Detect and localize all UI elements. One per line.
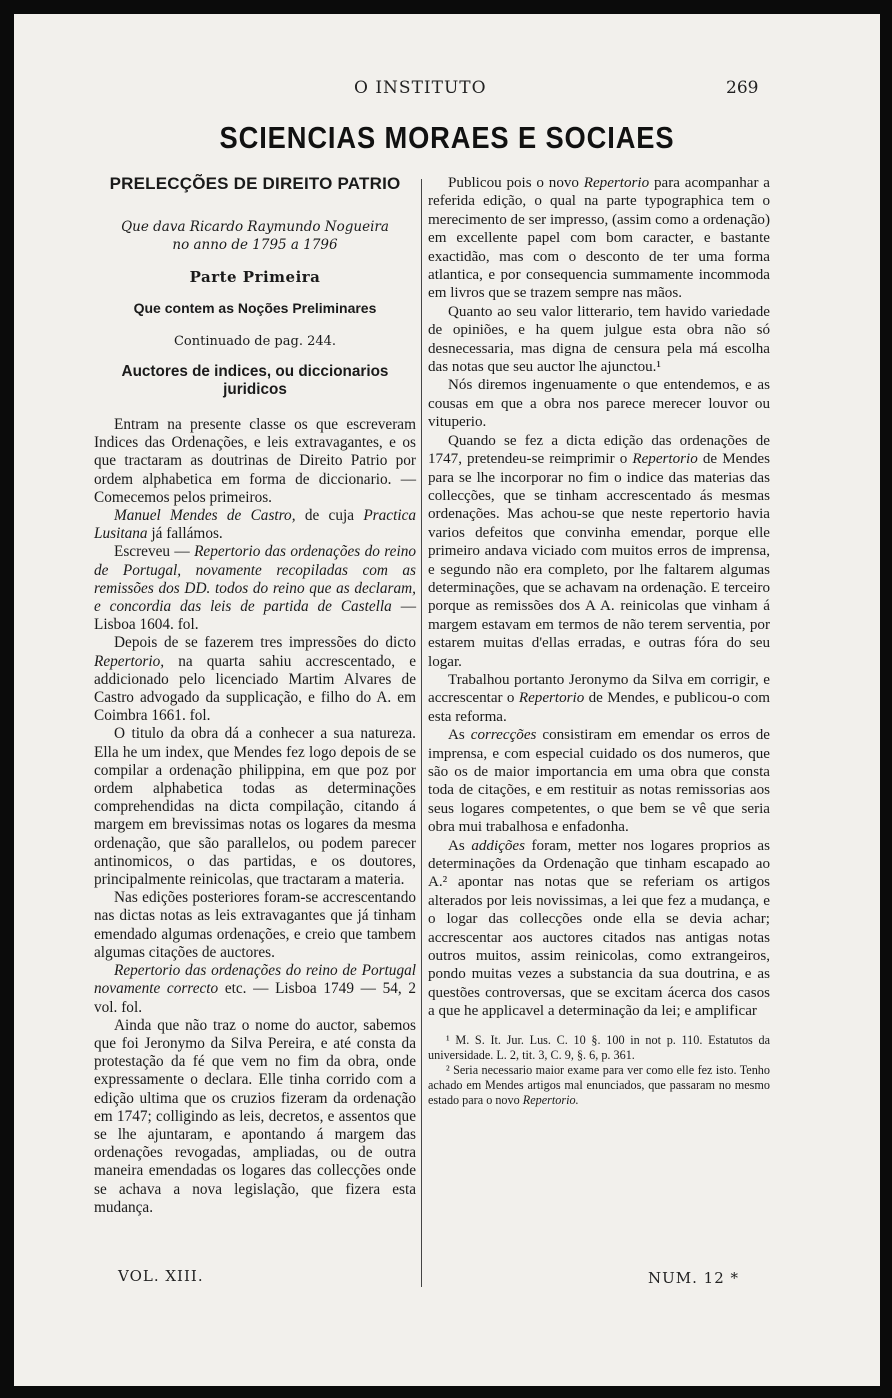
text-run: As: [448, 727, 471, 744]
text-run: — Lisboa 1604. fol.: [94, 598, 416, 634]
right-column: [428, 174, 770, 1108]
text-run: As: [448, 837, 472, 854]
paragraph: Entram na presente classe os que escreveram Indices das Ordenações, e leis extravagantes, e os que tractaram as doutrinas de Direito Patrio por ordem alphabetica em forma de diccionario. — Comecemos pelos primeiros.: [94, 416, 416, 506]
section-title: SCIENCIAS MORAES E SOCIAES: [219, 120, 675, 155]
emphasis: correcções: [470, 727, 537, 744]
author-line-2: no anno de 1795 a 1796: [172, 237, 338, 253]
paragraph: [428, 432, 770, 671]
paragraph: [94, 962, 416, 1017]
page: [14, 14, 880, 1386]
paragraph: O titulo da obra dá a conhecer a sua natureza. Ella he um index, que Mendes fez logo depois de se compilar a ordenação philippina, em que poz por ordem alphabetica todas as determinações comprehendidas na dicta compilação, citando á margem em brevissimas notas os logares da mesma ordenação, que são parallelos, ou podem parecer antinomicos, o das partidas, e os doutores, principalmente reinicolas, que tractaram a materia.: [94, 725, 416, 889]
journal-title: O INSTITUTO: [354, 78, 487, 98]
text-run: Depois de se fazerem tres impressões do dicto: [114, 634, 416, 652]
paragraph: [94, 507, 416, 543]
text-run: etc. — Lisboa 1749 — 54, 2 vol. fol.: [94, 980, 416, 1016]
author-name: Manuel Mendes de Castro,: [114, 507, 296, 525]
continued-note: Continuado de pag. 244.: [173, 334, 337, 349]
text-run: Quando se fez a dicta edição das ordenações de 1747, pretendeu-se reimprimir o: [428, 432, 770, 468]
work-title: Repertorio: [632, 451, 698, 468]
paragraph: [428, 726, 770, 836]
text-run: ² Seria necessario maior exame para ver como elle fez isto. Tenho achado em Mendes artigos mal enunciados, que passaram no mesmo estado para o novo: [428, 1062, 770, 1107]
left-column: [94, 174, 416, 1217]
paragraph: [94, 634, 416, 725]
text-run: foram, metter nos logares proprios as determinações da Ordenação que tinham escapado ao A.² apontar nas notas que se referiam os artigos alterados por leis novissimas, a lei que fez a mudança, e o logar das collecções onde ella se devia achar; accrescentar aos auctores citados nas antigas notas outros muitos, assim reinicolas, como extrangeiros, pondo muitas vezes a substancia da sua doutrina, e as questões controversas, que se excitam ácerca dos casos a que he applicavel a determinação da lei; e amplificar: [428, 837, 770, 1020]
paragraph: Quanto ao seu valor litterario, tem havido variedade de opiniões, e ha quem julgue esta obra não só desnecessaria, mas digna de censura pela má escolha das notas que seu auctor lhe ajunctou.¹: [428, 303, 770, 376]
text-run: na quarta sahiu accrescentado, e addicionado pelo licenciado Martim Alvares de Castro advogado da supplicação, e filho do A. em Coimbra 1661. fol.: [94, 652, 416, 725]
article-title: PRELECÇÕES DE DIREITO PATRIO: [109, 174, 401, 193]
running-head: [14, 78, 880, 100]
paragraph: Ainda que não traz o nome do auctor, sabemos que foi Jeronymo da Silva Pereira, e até consta da protestação da fé que vem no fim da obra, onde expressamente o declara. Elle tinha corrido com a edição ultima que os cruzios fizeram da ordenação em 1747; colligindo as leis, decretos, e assentos que se lhe ajuntaram, e apontando á margem das ordenações revogadas, ampliadas, ou de outra maneira emendadas os logares das collecções onde se achava a nova legislação, que fizera esta mudança.: [94, 1016, 416, 1216]
paragraph: [428, 837, 770, 1021]
text-run: Publicou pois o novo: [448, 175, 584, 191]
column-divider: [421, 179, 422, 1287]
footnote-1: ¹ M. S. It. Jur. Lus. C. 10 §. 100 in not p. 110. Estatutos da universidade. L. 2, tit. 3, C. 9, §. 6, p. 361.: [428, 1032, 770, 1062]
paragraph: [94, 543, 416, 634]
work-title: Repertorio.: [522, 1092, 579, 1107]
paragraph: [428, 174, 770, 303]
author-line-1: Que dava Ricardo Raymundo Nogueira: [121, 219, 389, 235]
text-run: Escreveu —: [114, 543, 195, 561]
work-title: Practica Lusitana: [94, 507, 417, 543]
issue-number-label: NUM. 12 *: [648, 1269, 740, 1287]
text-run: consistiram em emendar os erros de imprensa, e com especial cuidado os dos numeros, que são os de maior importancia em uma obra que consta toda de citações, e em restituir as notas remissorias aos seus logares competentes, o que bem se vê que seria obra mui trabalhosa e enfadonha.: [428, 727, 770, 836]
text-run: para acompanhar a referida edição, o qual na parte typographica tem o merecimento de ser impresso, (assim como a ordenação) em excellente papel com bom caracter, e bastante exactidão, mas com o desconto de ter uma forma atlantica, e por consequencia summamente incommoda em livros que se trazem sempre nas mãos.: [428, 175, 770, 302]
page-number: 269: [726, 78, 759, 98]
text-run: já fallámos.: [147, 525, 223, 543]
work-title: Repertorio das ordenações do reino de Portugal novamente correcto: [94, 962, 416, 998]
paragraph: Nós diremos ingenuamente o que entendemos, e as cousas em que a obra nos parece merecer louvor ou vituperio.: [428, 377, 770, 431]
text-run: de cuja: [295, 507, 364, 525]
paragraph: [428, 671, 770, 726]
footnotes: [428, 1033, 770, 1108]
work-title: Repertorio: [583, 175, 650, 191]
text-run: Trabalhou portanto Jeronymo da Silva em corrigir, e accrescentar o: [428, 671, 770, 707]
author-line: [94, 218, 416, 254]
part-subtitle: Que contem as Noções Preliminares: [133, 300, 377, 316]
footnote-2: [428, 1063, 770, 1108]
work-title: Repertorio: [518, 690, 585, 707]
volume-label: VOL. XIII.: [118, 1267, 204, 1285]
paragraph: Nas edições posteriores foram-se accrescentando nas dictas notas as leis extravagantes que já tinham emendado algumas ordenações, e creio que tambem algumas citações de auctores.: [94, 889, 416, 961]
text-run: de Mendes para se lhe incorporar no fim o indice das materias das collecções, que se tinham accrescentado ás mesmas ordenações. Mas achou-se que neste repertorio havia varios defeitos que convinha emendar, porque elle primeiro andava viciado com muitos erros de imprensa, e segundo não era completo, por lhe faltarem algumas determinações, que se achavam na ordenação. E terceiro porque as remissões dos A A. reinicolas que vinham á margem estavam em termos de não terem serventia, por estarem muitas d'ellas erradas, e outras fóra do seu logar.: [428, 451, 770, 670]
text-run: de Mendes, e publicou-o com esta reforma.: [428, 690, 770, 725]
emphasis: addições: [471, 837, 525, 854]
work-title: Repertorio,: [94, 652, 165, 670]
subsection-title: Auctores de indices, ou diccionarios juridicos: [121, 363, 389, 398]
work-title: Repertorio das ordenações do reino de Portugal, novamente recopiladas com as remissões dos DD. todos do reino que as declaram, e concordia das leis de partida de Castella: [94, 543, 416, 616]
part-title: Parte Primeira: [189, 268, 321, 286]
